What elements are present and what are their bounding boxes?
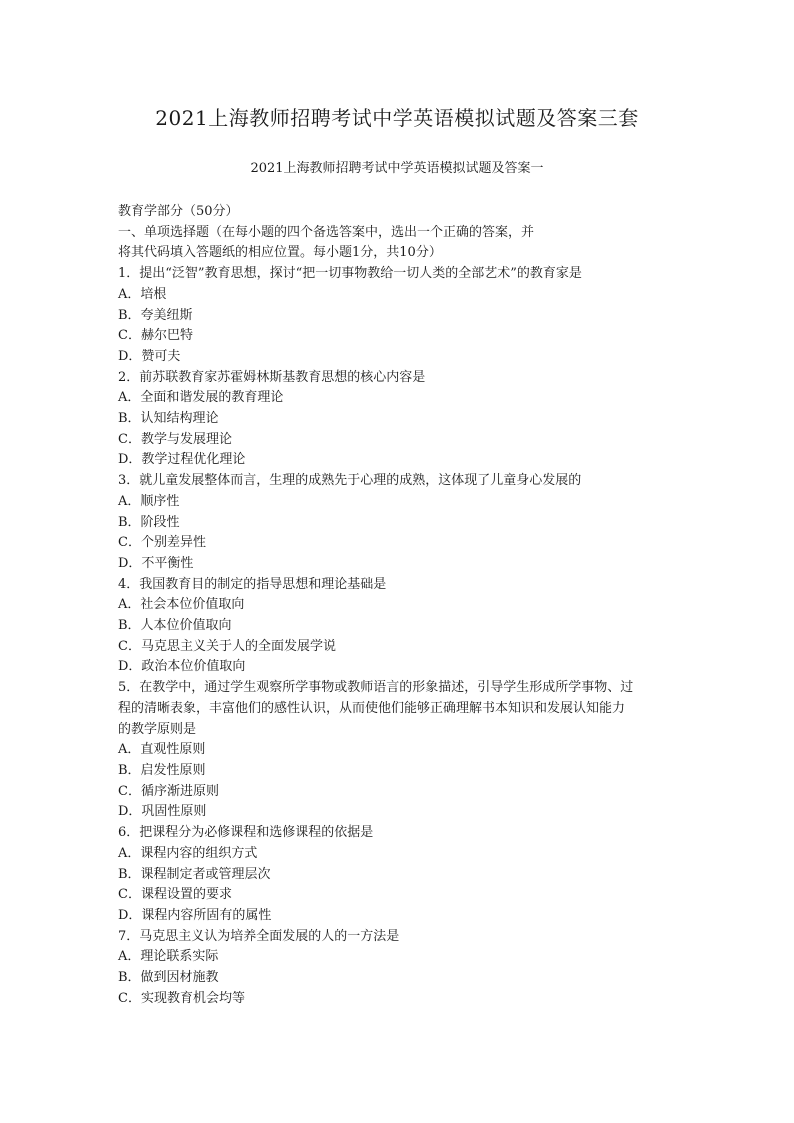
question-block bbox=[118, 471, 688, 575]
answer-option: A．顺序性 bbox=[118, 493, 180, 509]
answer-option: B．夸美纽斯 bbox=[118, 307, 193, 323]
answer-option: D．赞可夫 bbox=[118, 348, 181, 364]
answer-option: C．马克思主义关于人的全面发展学说 bbox=[118, 638, 336, 654]
answer-option: C．实现教育机会均等 bbox=[118, 990, 245, 1006]
answer-option: A．直观性原则 bbox=[118, 742, 206, 758]
answer-option: B．认知结构理论 bbox=[118, 411, 219, 427]
answer-option: B．人本位价值取向 bbox=[118, 618, 232, 634]
answer-option: A．培根 bbox=[118, 286, 167, 302]
answer-option: B．阶段性 bbox=[118, 514, 180, 530]
question-list bbox=[118, 264, 688, 1009]
question-block bbox=[118, 823, 688, 927]
document-body bbox=[118, 202, 688, 1009]
question-stem: 3．就儿童发展整体而言，生理的成熟先于心理的成熟，这体现了儿童身心发展的 bbox=[118, 473, 582, 489]
answer-option: D．不平衡性 bbox=[118, 555, 194, 571]
question-stem: 1．提出“泛智”教育思想，探讨“把一切事物教给一切人类的全部艺术”的教育家是 bbox=[118, 266, 582, 282]
answer-option: B．做到因材施教 bbox=[118, 970, 219, 986]
answer-option: D．教学过程优化理论 bbox=[118, 452, 246, 468]
answer-option: C．赫尔巴特 bbox=[118, 328, 193, 344]
answer-option: C．个别差异性 bbox=[118, 535, 206, 551]
question-stem: 2．前苏联教育家苏霍姆林斯基教育思想的核心内容是 bbox=[118, 369, 426, 385]
question-stem: 4．我国教育目的制定的指导思想和理论基础是 bbox=[118, 576, 387, 592]
answer-option: D．政治本位价值取向 bbox=[118, 659, 246, 675]
question-stem: 程的清晰表象，丰富他们的感性认识，从而使他们能够正确理解书本知识和发展认知能力 bbox=[118, 700, 626, 716]
answer-option: C．教学与发展理论 bbox=[118, 431, 232, 447]
answer-option: A．理论联系实际 bbox=[118, 949, 219, 965]
answer-option: B．启发性原则 bbox=[118, 762, 206, 778]
question-block bbox=[118, 368, 688, 472]
answer-option: C．循序渐进原则 bbox=[118, 783, 219, 799]
answer-option: A．全面和谐发展的教育理论 bbox=[118, 390, 284, 406]
answer-option: D．巩固性原则 bbox=[118, 804, 207, 820]
question-stem: 6．把课程分为必修课程和选修课程的依据是 bbox=[118, 825, 374, 841]
section-heading: 教育学部分（50分） bbox=[118, 204, 239, 219]
instruction-line: 将其代码填入答题纸的相应位置。每小题1分，共10分） bbox=[118, 245, 442, 261]
answer-option: B．课程制定者或管理层次 bbox=[118, 866, 271, 882]
question-block bbox=[118, 264, 688, 368]
question-stem: 7．马克思主义认为培养全面发展的人的一方法是 bbox=[118, 928, 400, 944]
question-stem: 5．在教学中，通过学生观察所学事物或教师语言的形象描述，引导学生形成所学事物、过 bbox=[118, 680, 634, 696]
question-block bbox=[118, 575, 688, 679]
instruction-line: 一、单项选择题（在每小题的四个备选答案中，选出一个正确的答案，并 bbox=[118, 224, 535, 240]
document-title: 2021上海教师招聘考试中学英语模拟试题及答案三套 bbox=[155, 106, 639, 130]
question-block bbox=[118, 927, 688, 1010]
answer-option: A．课程内容的组织方式 bbox=[118, 845, 258, 861]
question-block bbox=[118, 678, 688, 823]
document-subtitle: 2021上海教师招聘考试中学英语模拟试题及答案一 bbox=[250, 161, 544, 176]
answer-option: C．课程设置的要求 bbox=[118, 887, 232, 903]
answer-option: A．社会本位价值取向 bbox=[118, 597, 245, 613]
answer-option: D．课程内容所固有的属性 bbox=[118, 907, 272, 923]
question-stem: 的教学原则是 bbox=[118, 721, 197, 737]
